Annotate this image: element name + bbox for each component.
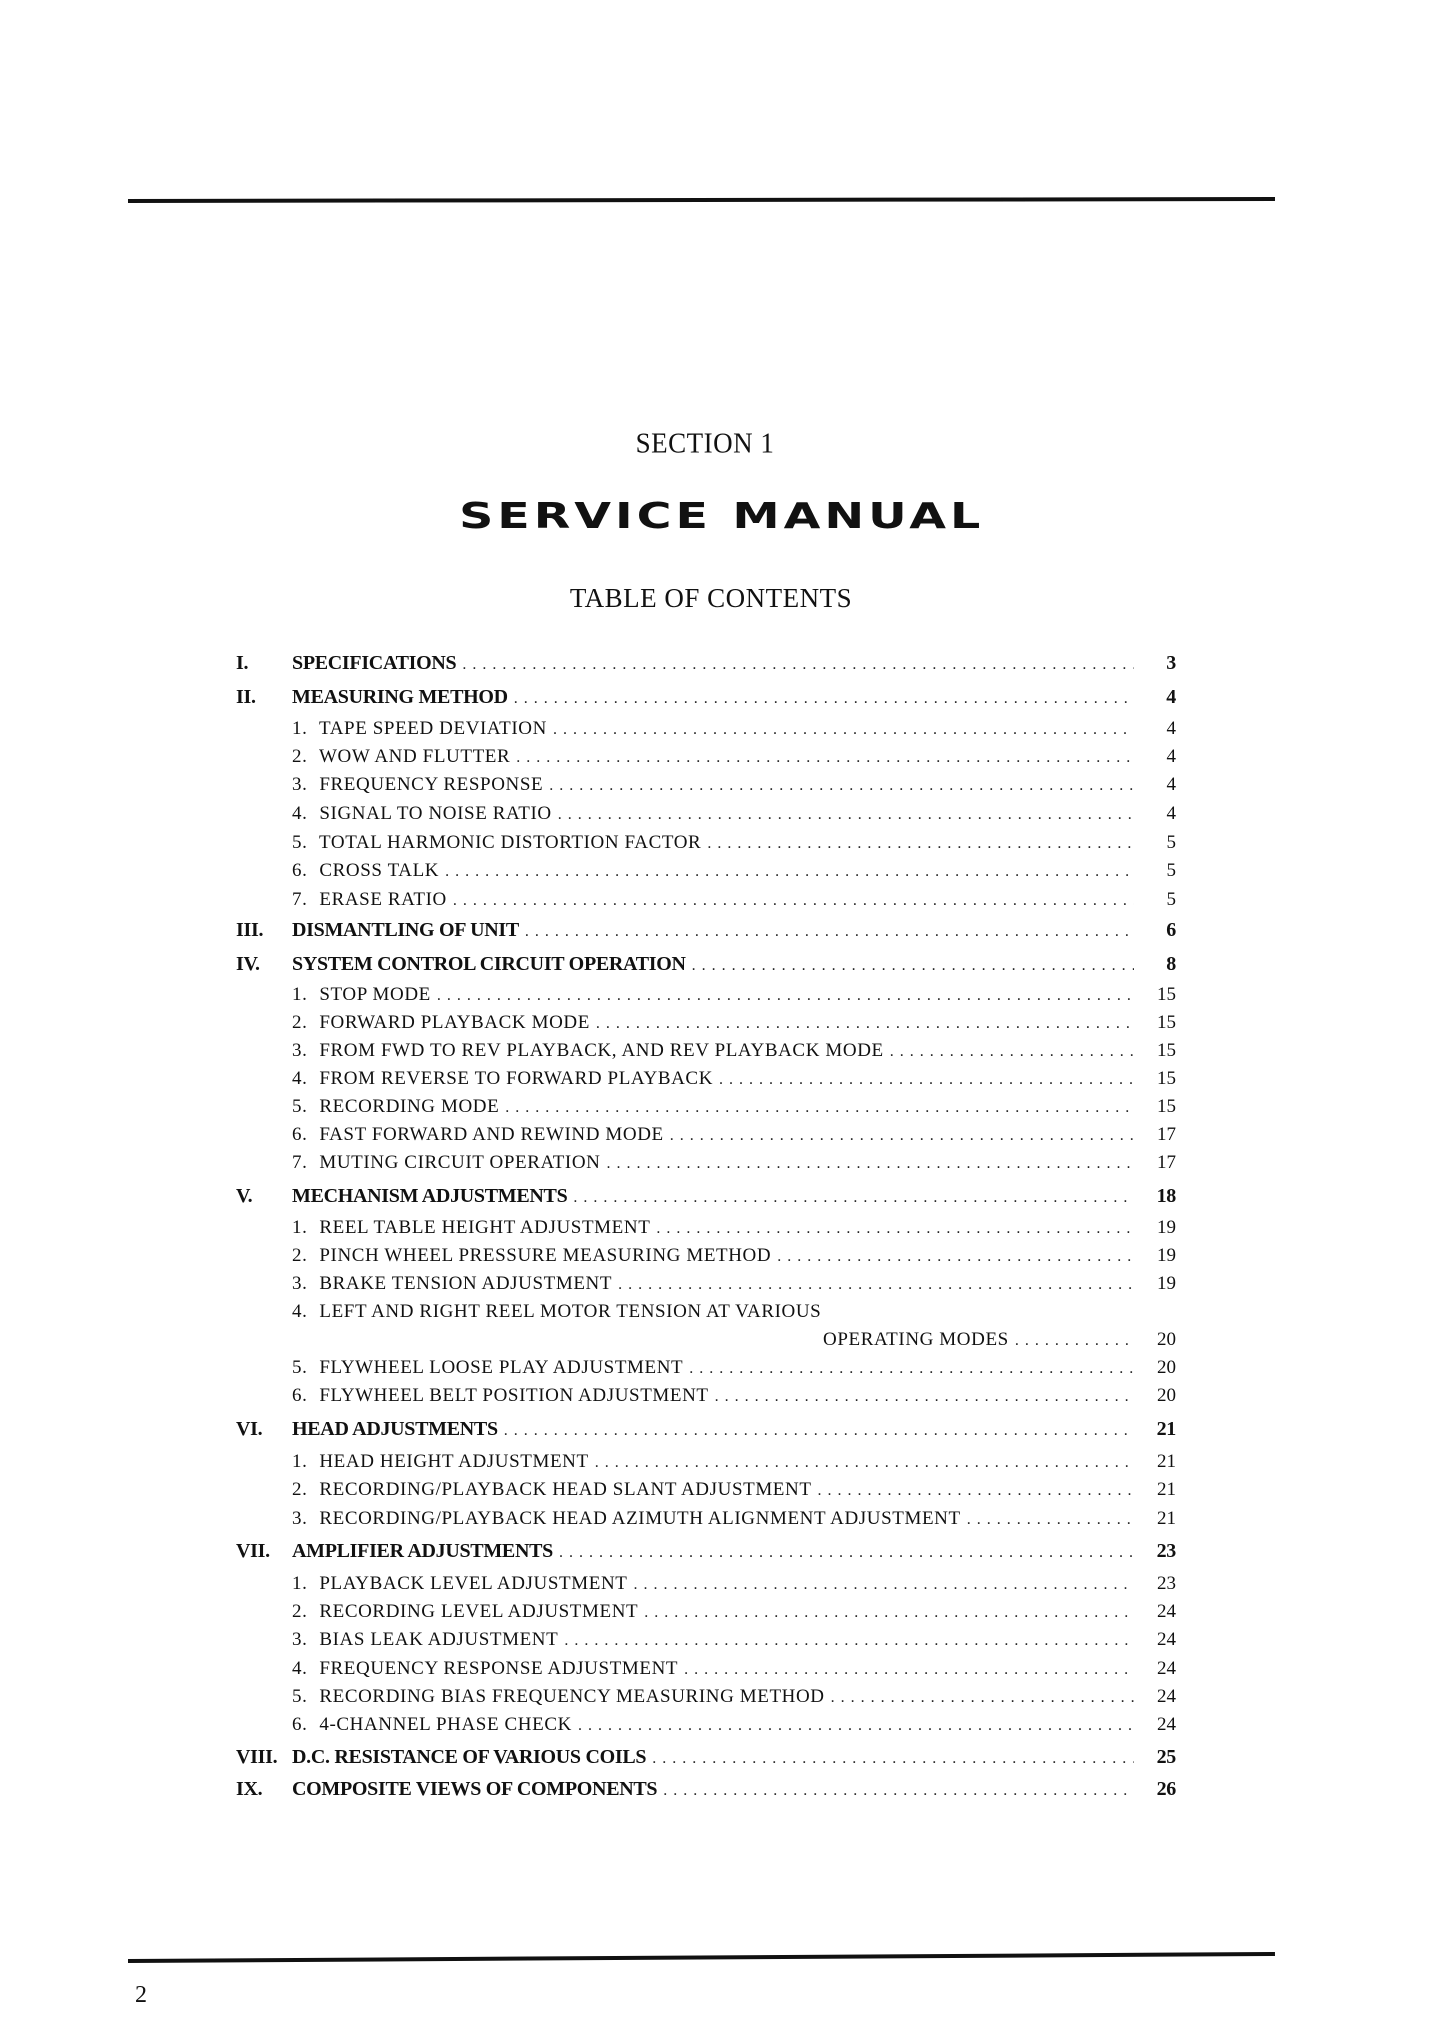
entry-label: STOP MODE: [319, 984, 431, 1005]
section-numeral: II.: [236, 686, 256, 708]
dot-leader: [553, 717, 1134, 743]
entry-title: [236, 716, 547, 742]
entry-label: MEASURING METHOD: [292, 686, 508, 708]
entry-label: RECORDING BIAS FREQUENCY MEASURING METHOD: [319, 1686, 825, 1707]
entry-page-number: 21: [1157, 1508, 1176, 1529]
toc-subsection-entry: [236, 1627, 1176, 1653]
entry-index: 4.: [292, 1068, 308, 1089]
toc-subsection-entry: [236, 1243, 1176, 1269]
dot-leader: [890, 1039, 1134, 1065]
entry-label: RECORDING/PLAYBACK HEAD AZIMUTH ALIGNMENT ADJUSTMENT: [319, 1508, 961, 1529]
toc-subsection-entry: [236, 1449, 1176, 1475]
dot-leader: [549, 773, 1134, 799]
entry-title: [236, 1299, 821, 1325]
entry-title: [292, 650, 456, 676]
entry-label: D.C. RESISTANCE OF VARIOUS COILS: [292, 1746, 647, 1768]
entry-index: 5.: [292, 1096, 308, 1117]
entry-label: SYSTEM CONTROL CIRCUIT OPERATION: [292, 953, 686, 975]
entry-title: [236, 1243, 771, 1269]
dot-leader: [967, 1507, 1134, 1533]
entry-page-number: 18: [1156, 1185, 1176, 1207]
toc-heading: TABLE OF CONTENTS: [569, 583, 853, 613]
entry-label: FLYWHEEL BELT POSITION ADJUSTMENT: [319, 1385, 709, 1406]
toc-section-entry: [236, 650, 1176, 676]
entry-page-number: 23: [1157, 1573, 1176, 1594]
entry-label: ERASE RATIO: [319, 889, 447, 910]
toc-subsection-entry: [236, 830, 1176, 856]
entry-index: 3.: [292, 1629, 308, 1650]
entry-title: [292, 951, 686, 977]
dot-leader: [578, 1713, 1134, 1739]
entry-page-number: 19: [1157, 1245, 1176, 1266]
entry-title: [236, 1627, 558, 1653]
dot-leader: [453, 888, 1134, 914]
dot-leader: [1015, 1328, 1134, 1354]
entry-index: 3.: [292, 1508, 308, 1529]
toc-subsection-entry: [236, 1571, 1176, 1597]
toc-subsection-entry: [236, 1712, 1176, 1738]
entry-page-number: 19: [1157, 1217, 1176, 1238]
dot-leader: [564, 1628, 1134, 1654]
dot-leader: [505, 1095, 1134, 1121]
entry-label: SPECIFICATIONS: [292, 652, 457, 674]
entry-label: OPERATING MODES: [823, 1329, 1009, 1350]
entry-index: 4.: [292, 803, 308, 824]
entry-label: HEAD ADJUSTMENTS: [292, 1418, 498, 1440]
entry-label: BRAKE TENSION ADJUSTMENT: [319, 1273, 613, 1294]
entry-label: MECHANISM ADJUSTMENTS: [292, 1185, 568, 1207]
entry-title: [236, 1571, 627, 1597]
dot-leader: [573, 1185, 1134, 1211]
entry-title: [236, 1066, 713, 1092]
entry-title: [236, 1122, 664, 1148]
entry-page-number: 24: [1157, 1686, 1176, 1707]
entry-page-number: 4: [1166, 686, 1176, 708]
entry-label: CROSS TALK: [319, 860, 440, 881]
entry-index: 5.: [292, 1357, 308, 1378]
entry-title: [236, 744, 510, 770]
entry-index: 1.: [292, 1451, 308, 1472]
entry-page-number: 8: [1166, 953, 1176, 975]
entry-title: [236, 1355, 683, 1381]
entry-index: 1.: [292, 718, 308, 739]
toc-subsection-entry: [236, 801, 1176, 827]
entry-page-number: 24: [1157, 1601, 1176, 1622]
entry-label: FREQUENCY RESPONSE: [319, 774, 544, 795]
toc-subsection-entry: [236, 858, 1176, 884]
entry-label: FLYWHEEL LOOSE PLAY ADJUSTMENT: [319, 1357, 684, 1378]
toc-subsection-entry: [236, 1010, 1176, 1036]
dot-leader: [656, 1216, 1134, 1242]
toc-section-entry: [236, 1744, 1176, 1770]
entry-label: 4-CHANNEL PHASE CHECK: [319, 1714, 572, 1735]
dot-leader: [633, 1572, 1134, 1598]
entry-page-number: 21: [1157, 1479, 1176, 1500]
dot-leader: [689, 1356, 1134, 1382]
entry-index: 6.: [292, 1124, 308, 1145]
toc-section-entry: [236, 917, 1176, 943]
entry-label: SIGNAL TO NOISE RATIO: [319, 803, 552, 824]
toc-subsection-entry: [236, 1038, 1176, 1064]
entry-label: RECORDING MODE: [319, 1096, 500, 1117]
entry-title: [292, 1776, 657, 1802]
section-numeral: I.: [236, 652, 249, 674]
bottom-rule: [128, 1952, 1275, 1963]
entry-page-number: 4: [1166, 718, 1176, 739]
entry-index: 2.: [292, 1479, 308, 1500]
entry-page-number: 15: [1157, 1068, 1176, 1089]
entry-page-number: 15: [1157, 1040, 1176, 1061]
toc-section-entry: [236, 1416, 1176, 1442]
toc-section-entry: [236, 684, 1176, 710]
dot-leader: [525, 919, 1134, 945]
entry-index: 6.: [292, 1385, 308, 1406]
section-numeral: III.: [236, 919, 264, 941]
entry-label: HEAD HEIGHT ADJUSTMENT: [319, 1451, 589, 1472]
entry-title: [292, 1416, 498, 1442]
dot-leader: [707, 831, 1134, 857]
entry-page-number: 23: [1156, 1540, 1176, 1562]
entry-page-number: 21: [1157, 1451, 1176, 1472]
dot-leader: [504, 1418, 1134, 1444]
toc-subsection-entry: [236, 1122, 1176, 1148]
dot-leader: [618, 1272, 1134, 1298]
dot-leader: [596, 1011, 1134, 1037]
entry-index: 2.: [292, 1601, 308, 1622]
dot-leader: [606, 1151, 1134, 1177]
entry-index: 1.: [292, 1573, 308, 1594]
top-rule: [128, 197, 1275, 203]
entry-page-number: 4: [1166, 774, 1176, 795]
entry-index: 6.: [292, 1714, 308, 1735]
entry-title: [236, 887, 447, 913]
section-numeral: VI.: [236, 1418, 263, 1440]
dot-leader: [445, 859, 1134, 885]
toc-subsection-entry: [236, 1684, 1176, 1710]
entry-page-number: 5: [1166, 860, 1176, 881]
entry-page-number: 3: [1166, 652, 1176, 674]
entry-title: [236, 1599, 638, 1625]
entry-page-number: 5: [1166, 832, 1176, 853]
entry-title: [236, 1684, 825, 1710]
entry-page-number: 4: [1166, 746, 1176, 767]
section-numeral: VIII.: [236, 1746, 278, 1768]
entry-title: [236, 801, 552, 827]
page-number: 2: [135, 1982, 147, 2008]
entry-index: 5.: [292, 832, 308, 853]
toc-subsection-entry: [236, 1506, 1176, 1532]
entry-index: 6.: [292, 860, 308, 881]
page-title: SERVICE MANUAL: [459, 496, 985, 537]
section-label: SECTION 1: [635, 427, 775, 459]
entry-title: [236, 1215, 650, 1241]
entry-title: [236, 1327, 1009, 1353]
dot-leader: [559, 1540, 1134, 1566]
entry-index: 4.: [292, 1301, 308, 1322]
dot-leader: [558, 802, 1134, 828]
dot-leader: [516, 745, 1134, 771]
dot-leader: [818, 1478, 1134, 1504]
entry-label: DISMANTLING OF UNIT: [292, 919, 519, 941]
section-numeral: V.: [236, 1185, 253, 1207]
dot-leader: [437, 983, 1134, 1009]
entry-index: 3.: [292, 1273, 308, 1294]
dot-leader: [692, 953, 1134, 979]
entry-page-number: 24: [1157, 1629, 1176, 1650]
entry-index: 7.: [292, 1152, 308, 1173]
entry-index: 1.: [292, 1217, 308, 1238]
entry-title: [236, 1094, 499, 1120]
entry-title: [236, 1383, 709, 1409]
entry-label: TOTAL HARMONIC DISTORTION FACTOR: [319, 832, 702, 853]
entry-title: [236, 1477, 812, 1503]
entry-index: 5.: [292, 1686, 308, 1707]
entry-title: [236, 772, 543, 798]
entry-label: FORWARD PLAYBACK MODE: [319, 1012, 590, 1033]
entry-index: 1.: [292, 984, 308, 1005]
entry-label: RECORDING LEVEL ADJUSTMENT: [319, 1601, 639, 1622]
entry-label: FROM FWD TO REV PLAYBACK, AND REV PLAYBACK MODE: [319, 1040, 884, 1061]
entry-title: [236, 1038, 884, 1064]
entry-title: [292, 1538, 553, 1564]
dot-leader: [462, 652, 1134, 678]
entry-label: REEL TABLE HEIGHT ADJUSTMENT: [319, 1217, 651, 1238]
entry-label: MUTING CIRCUIT OPERATION: [319, 1152, 601, 1173]
toc-subsection-entry: [236, 1383, 1176, 1409]
entry-title: [236, 858, 439, 884]
dot-leader: [777, 1244, 1134, 1270]
toc-subsection-entry: [236, 1066, 1176, 1092]
entry-page-number: 4: [1166, 803, 1176, 824]
section-numeral: IX.: [236, 1778, 263, 1800]
dot-leader: [652, 1746, 1134, 1772]
entry-title: [292, 684, 508, 710]
toc-subsection-entry: [236, 982, 1176, 1008]
entry-label: RECORDING/PLAYBACK HEAD SLANT ADJUSTMENT: [319, 1479, 812, 1500]
toc-subsection-entry: [236, 1656, 1176, 1682]
entry-page-number: 25: [1156, 1746, 1176, 1768]
entry-page-number: 15: [1157, 1096, 1176, 1117]
entry-page-number: 24: [1157, 1658, 1176, 1679]
entry-label: COMPOSITE VIEWS OF COMPONENTS: [292, 1778, 658, 1800]
toc-subsection-entry: [236, 1599, 1176, 1625]
entry-title: [236, 1150, 600, 1176]
entry-title: [292, 1183, 567, 1209]
dot-leader: [644, 1600, 1134, 1626]
entry-index: 4.: [292, 1658, 308, 1679]
entry-page-number: 6: [1166, 919, 1176, 941]
entry-title: [236, 1449, 589, 1475]
toc-section-entry: [236, 1776, 1176, 1802]
toc-section-entry: [236, 951, 1176, 977]
entry-page-number: 20: [1157, 1329, 1176, 1350]
dot-leader: [715, 1384, 1134, 1410]
entry-label: TAPE SPEED DEVIATION: [319, 718, 547, 739]
entry-label: FREQUENCY RESPONSE ADJUSTMENT: [319, 1658, 679, 1679]
entry-page-number: 5: [1166, 889, 1176, 910]
toc-subsection-entry: [236, 1094, 1176, 1120]
entry-page-number: 19: [1157, 1273, 1176, 1294]
entry-page-number: 15: [1157, 984, 1176, 1005]
entry-title: [236, 1010, 590, 1036]
entry-title: [236, 1271, 612, 1297]
entry-title: [236, 1506, 961, 1532]
toc-section-entry: [236, 1183, 1176, 1209]
section-numeral: IV.: [236, 953, 260, 975]
entry-title: [292, 917, 519, 943]
toc-subsection-entry: [236, 1299, 1176, 1325]
toc-subsection-entry: [236, 1150, 1176, 1176]
entry-label: PINCH WHEEL PRESSURE MEASURING METHOD: [319, 1245, 772, 1266]
entry-page-number: 20: [1157, 1357, 1176, 1378]
toc-subsection-entry: [236, 1271, 1176, 1297]
entry-index: 3.: [292, 1040, 308, 1061]
entry-label: BIAS LEAK ADJUSTMENT: [319, 1629, 559, 1650]
entry-label: WOW AND FLUTTER: [319, 746, 511, 767]
entry-index: 2.: [292, 1245, 308, 1266]
entry-label: AMPLIFIER ADJUSTMENTS: [292, 1540, 553, 1562]
dot-leader: [663, 1778, 1134, 1804]
dot-leader: [719, 1067, 1134, 1093]
entry-page-number: 21: [1156, 1418, 1176, 1440]
entry-label: FROM REVERSE TO FORWARD PLAYBACK: [319, 1068, 714, 1089]
toc-section-entry: [236, 1538, 1176, 1564]
entry-title: [292, 1744, 646, 1770]
entry-page-number: 26: [1156, 1778, 1176, 1800]
toc-subsection-entry: [236, 744, 1176, 770]
entry-label: FAST FORWARD AND REWIND MODE: [319, 1124, 664, 1145]
dot-leader: [670, 1123, 1134, 1149]
toc-subsection-entry: [236, 772, 1176, 798]
dot-leader: [831, 1685, 1134, 1711]
entry-page-number: 20: [1157, 1385, 1176, 1406]
dot-leader: [684, 1657, 1134, 1683]
entry-page-number: 17: [1157, 1124, 1176, 1145]
entry-page-number: 17: [1157, 1152, 1176, 1173]
entry-page-number: 15: [1157, 1012, 1176, 1033]
entry-title: [236, 982, 431, 1008]
entry-index: 3.: [292, 774, 308, 795]
entry-index: 2.: [292, 1012, 308, 1033]
toc-subsection-entry: [236, 1477, 1176, 1503]
dot-leader: [514, 686, 1134, 712]
entry-title: [236, 1656, 678, 1682]
section-numeral: VII.: [236, 1540, 270, 1562]
entry-page-number: 24: [1157, 1714, 1176, 1735]
toc-subsection-entry: [236, 1355, 1176, 1381]
entry-label: LEFT AND RIGHT REEL MOTOR TENSION AT VARIOUS: [319, 1301, 822, 1322]
dot-leader: [595, 1450, 1134, 1476]
entry-label: PLAYBACK LEVEL ADJUSTMENT: [319, 1573, 628, 1594]
toc-subsection-entry: [236, 887, 1176, 913]
entry-title: [236, 830, 701, 856]
toc-subsection-entry: [236, 1215, 1176, 1241]
toc-subsection-entry: [236, 716, 1176, 742]
entry-title: [236, 1712, 572, 1738]
entry-index: 7.: [292, 889, 308, 910]
toc-subsection-entry: [236, 1327, 1176, 1353]
entry-index: 2.: [292, 746, 308, 767]
